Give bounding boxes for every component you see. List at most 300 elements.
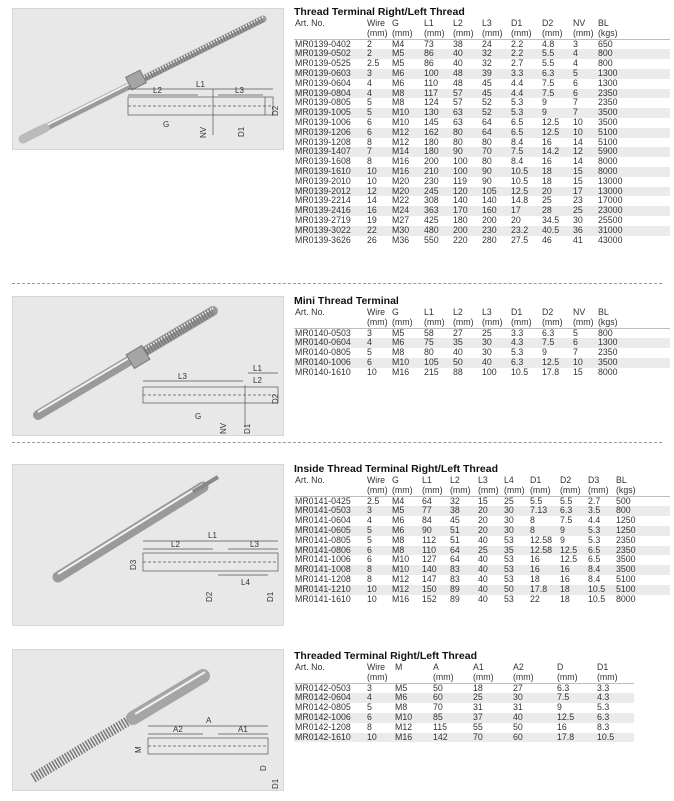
table-cell: 363 [423,206,452,216]
table-cell: 40 [481,358,510,368]
table-cell: 16 [530,555,540,565]
label-d1: D1 [271,778,280,789]
table-cell: MR0141-1210 [294,585,366,595]
table-cell: MR0142-1006 [294,713,366,723]
label-d: D [259,765,268,771]
section-title: Thread Terminal Right/Left Thread [294,6,465,18]
table-cell: 245 [423,187,452,197]
table-cell: 28 [541,206,572,216]
table-cell: 8 [367,137,372,147]
table-header-cell: L1 [422,476,432,485]
table-cell: 57 [452,89,481,99]
table-cell: 30 [503,526,529,536]
table-cell: 80 [482,137,492,147]
table-cell: 2350 [598,348,618,358]
table-cell: 80 [482,157,492,167]
table-row [294,733,634,743]
table-row [294,546,670,556]
table-row [294,236,670,246]
table-cell: 16 [560,574,570,584]
table-cell: 230 [481,226,510,236]
table-cell: 6 [572,338,597,348]
table-cell: M8 [395,703,408,713]
table-cell: 8 [529,526,559,536]
table-cell: 5100 [616,574,636,584]
table-cell: 8 [530,516,535,526]
table-cell: 9 [559,526,587,536]
table-units-cell: (mm) [366,318,391,328]
table-cell: MR0139-2010 [295,176,351,186]
table-cell: 23.2 [510,226,541,236]
table-cell: 2350 [597,89,670,99]
table-cell: 6.5 [511,117,524,127]
table-cell: M10 [391,358,423,368]
table-cell: 60 [432,693,472,703]
table-cell: 1300 [598,78,618,88]
table-cell: 60 [512,733,556,743]
table-cell: 5100 [597,128,670,138]
table-cell: 38 [453,39,463,49]
table-cell: 800 [597,49,670,59]
table-cell: 89 [449,585,477,595]
table-units-cell: (mm) [366,673,394,683]
table-row [294,118,670,128]
label-d3: D3 [129,559,138,570]
table-cell: M4 [392,39,405,49]
label-d1: D1 [266,591,275,602]
table-cell: 64 [449,546,477,556]
table-cell: 30 [512,693,556,703]
table-cell: 22 [366,226,391,236]
table-header-cell: L2 [453,19,463,28]
table-header-cell: A [433,663,439,672]
table-cell: 6.3 [559,506,587,516]
table-cell: 58 [424,328,434,338]
table-cell: 10.5 [588,594,606,604]
table-cell: 2350 [615,546,670,556]
table-cell: 3 [367,683,372,693]
table-cell: 31 [473,703,483,713]
label-g: G [163,120,170,129]
table-cell: 117 [423,89,452,99]
table-cell: 5.3 [588,535,601,545]
table-cell: 2350 [616,535,636,545]
table-cell: 53 [504,535,514,545]
section-title: Threaded Terminal Right/Left Thread [294,650,477,662]
table-cell: 9 [541,108,572,118]
table-cell: MR0139-3022 [294,226,366,236]
table-cell: 100 [452,167,481,177]
table-cell: 25 [504,496,514,506]
table-cell: 180 [424,137,439,147]
table-row [294,79,670,89]
table-row [294,167,670,177]
table-cell: M24 [391,206,423,216]
table-header-cell: Wire [367,308,386,317]
table-cell: 10 [573,117,583,127]
table-cell: 7.5 [541,89,572,99]
table-row [294,516,670,526]
table-row [294,206,670,216]
table-units [294,673,634,683]
table-cell: 3 [366,69,391,79]
table-cell: 8 [367,157,372,167]
table-cell: 89 [450,594,460,604]
table-cell: 3500 [616,555,636,565]
table-cell: 14 [367,196,377,206]
table-cell: 2.2 [511,39,524,49]
table-cell: 6 [366,128,391,138]
table-cell: 100 [423,69,452,79]
mini-thread-terminal-illustration [13,297,283,435]
table-cell: 10 [572,358,597,368]
table-cell: 2.2 [510,49,541,59]
table-cell: 6.3 [542,328,555,338]
label-l3: L3 [250,540,259,549]
table-units-cell: (kgs) [615,486,670,496]
table-cell: MR0139-0805 [295,98,351,108]
table-row [294,226,670,236]
table-units-cell [294,318,366,328]
table-header-cell: BL [598,19,609,28]
table-cell: 16 [559,565,587,575]
table-header-cell: L3 [478,476,488,485]
table-cell: M6 [391,526,421,536]
table-cell: 650 [598,39,613,49]
label-l2: L2 [171,540,180,549]
table-cell: 2.5 [367,59,380,69]
table-units-cell: (mm) [541,318,572,328]
table-cell: M20 [391,187,423,197]
table-header-cell: L2 [450,476,460,485]
label-l1: L1 [196,80,205,89]
table-cell: 2 [366,49,391,59]
table-cell: 31000 [597,226,670,236]
table-cell: M6 [391,338,423,348]
table-cell: 8.4 [511,157,524,167]
table-cell: 24 [482,39,492,49]
table-cell: 1300 [597,69,670,79]
table-cell: M36 [392,235,410,245]
table-cell: 120 [452,187,481,197]
table-cell: 280 [482,235,497,245]
table-cell: 425 [424,215,439,225]
table-cell: M6 [392,516,405,526]
table-cell: M30 [391,226,423,236]
table-cell: 7 [573,348,578,358]
table-cell: 100 [453,157,468,167]
table-cell: 10 [366,585,391,595]
table-cell: 51 [450,535,460,545]
table-row [294,723,634,733]
table-row [294,496,670,506]
table-cell: 4 [366,89,391,99]
label-l3: L3 [235,86,244,95]
table-cell: M6 [394,693,432,703]
table-cell: 30 [504,516,514,526]
table-cell: 3500 [597,108,670,118]
table-units-cell: (mm) [481,29,510,39]
table-header-cell: M [395,663,403,672]
table-header-cell: Wire [367,663,386,672]
table-cell: 20 [478,516,488,526]
table-cell: 10.5 [510,167,541,177]
table-units-cell: (mm) [421,486,449,496]
table-row [294,575,670,585]
table-cell: 12.58 [530,535,553,545]
table-cell: 308 [424,196,439,206]
table-header [294,663,634,673]
table-units-cell: (mm) [391,318,423,328]
table-cell: 30 [503,506,529,516]
table-cell: 50 [452,358,481,368]
table-header-cell: D3 [588,476,600,485]
table-cell: 5.5 [530,496,543,506]
table-cell: 83 [450,574,460,584]
table-cell: 55 [473,722,483,732]
table-cell: MR0141-0425 [295,496,351,506]
table-cell: 6 [573,78,578,88]
table-cell: 145 [424,117,439,127]
table-cell: 64 [450,555,460,565]
table-cell: 5 [366,526,391,536]
table-cell: 2.7 [511,59,524,69]
label-nv: NV [199,126,208,138]
label-l3: L3 [178,372,187,381]
table-cell: 6 [367,117,372,127]
table-units-cell: (mm) [449,486,477,496]
table-cell: 2 [367,39,372,49]
table-cell: 30 [482,348,492,358]
label-d2: D2 [271,393,280,404]
table-cell: 140 [421,565,449,575]
table-row [294,713,634,723]
table-units-cell: (mm) [391,486,421,496]
table-cell: 3500 [598,117,618,127]
table-cell: 140 [482,196,497,206]
table-cell: 45 [482,78,492,88]
table-units-cell: (mm) [512,673,556,683]
table-header-cell: BL [598,308,609,317]
table-cell: 6.3 [541,69,572,79]
table-row [294,89,670,99]
table-cell: M12 [392,574,410,584]
table-cell: 9 [557,703,562,713]
table-cell: 170 [452,206,481,216]
table-cell: 35 [503,546,529,556]
table-cell: 30 [481,338,510,348]
table-units-cell: (mm) [452,29,481,39]
table-header-cell: Wire [367,19,386,28]
table-cell: 17000 [598,196,623,206]
table-cell: 150 [421,585,449,595]
inside-thread-terminal-illustration [13,465,283,625]
label-a: A [206,716,212,725]
table-cell: 6 [366,358,391,368]
table-cell: 14.8 [511,196,529,206]
table-row [294,693,634,703]
table-cell: 53 [504,555,514,565]
table-cell: 40 [478,574,488,584]
table-cell: 5.5 [541,49,572,59]
table-cell: 8.4 [587,565,615,575]
table-cell: 25500 [598,215,623,225]
table-cell: 6 [572,89,597,99]
table-header-cell: NV [573,19,586,28]
table-header-cell: L1 [424,19,434,28]
table-header-cell: G [392,476,399,485]
table-units-cell: (mm) [572,318,597,328]
table-cell: M12 [391,585,421,595]
table-units-cell: (mm) [541,29,572,39]
table-cell: 110 [424,78,439,88]
table-units-cell: (mm) [432,673,472,683]
table-cell: M8 [391,546,421,556]
table-units [294,318,670,328]
table-cell: M8 [392,98,405,108]
table-cell: 800 [615,506,670,516]
table-cell: MR0139-1608 [295,157,351,167]
label-a1: A1 [238,725,248,734]
table-cell: M12 [391,128,423,138]
table-cell: MR0140-0604 [294,338,366,348]
table-cell: 5 [572,69,597,79]
table-cell: 88 [453,367,463,377]
table-cell: 40 [478,535,488,545]
table-cell: MR0139-0402 [295,39,351,49]
table-units-cell: (mm) [477,486,503,496]
table-cell: 7.5 [560,516,573,526]
table-header-cell: A2 [513,663,524,672]
table-cell: 10 [366,733,394,743]
table-cell: 16 [542,137,552,147]
section-divider [12,442,662,443]
table-cell: 5.3 [597,703,610,713]
table-cell: 18 [559,585,587,595]
section-title: Inside Thread Terminal Right/Left Thread [294,463,498,475]
table-cell: 800 [598,328,613,338]
table-cell: 3.5 [587,506,615,516]
section-divider [12,283,662,284]
spec-table-threaded-terminal [294,663,634,742]
table-cell: 40 [512,713,556,723]
table-cell: MR0141-0503 [294,506,366,516]
table-cell: 19 [367,215,377,225]
table-cell: MR0141-1208 [295,574,351,584]
table-cell: M16 [392,367,410,377]
thread-terminal-illustration [13,9,283,149]
table-cell: M16 [394,733,432,743]
table-cell: 32 [482,59,492,69]
table-cell: 12.5 [559,546,587,556]
table-cell: 50 [513,722,523,732]
table-cell: M10 [392,555,410,565]
table-cell: 40 [478,594,488,604]
table-cell: 10.5 [511,176,529,186]
table-units-cell: (mm) [472,673,512,683]
table-row [294,39,670,49]
label-d2: D2 [205,591,214,602]
table-cell: 15 [478,496,488,506]
table-cell: 17.8 [529,585,559,595]
section-title: Mini Thread Terminal [294,295,399,307]
table-cell: 180 [423,147,452,157]
table-cell: 15 [573,176,583,186]
table-cell: 5 [366,108,391,118]
table-cell: MR0142-0805 [295,703,351,713]
table-cell: 4 [366,693,394,703]
table-cell: 25 [472,693,512,703]
table-cell: MR0139-0804 [294,89,366,99]
table-cell: 15 [572,167,597,177]
table-cell: 119 [453,176,468,186]
table-units-cell: (mm) [596,673,634,683]
label-d1: D1 [243,423,252,434]
table-cell: MR0141-1008 [294,565,366,575]
table-cell: 7.5 [542,78,555,88]
table-cell: 142 [432,733,472,743]
table-cell: 80 [424,348,434,358]
table-units-cell: (mm) [452,318,481,328]
table-units-cell [394,673,432,683]
table-cell: 20 [511,215,521,225]
table-cell: M6 [391,69,423,79]
threaded-terminal-illustration [13,650,283,790]
table-cell: 18 [473,683,483,693]
table-cell: 14.2 [541,147,572,157]
table-cell: 32 [450,496,460,506]
table-cell: 6 [366,713,394,723]
label-l2: L2 [153,86,162,95]
table-cell: 86 [423,49,452,59]
table-header-cell: L3 [482,19,492,28]
table-cell: 5 [367,98,372,108]
table-cell: MR0142-1610 [294,733,366,743]
table-row [294,526,670,536]
table-cell: M16 [392,157,410,167]
table-cell: MR0139-0604 [295,78,351,88]
table-header-cell: L1 [424,308,434,317]
table-cell: 34.5 [542,215,560,225]
table-cell: 8.4 [588,574,601,584]
table-header-cell: Wire [367,476,386,485]
table-units-cell: (mm) [556,673,596,683]
table-cell: 2.7 [588,496,601,506]
table-units-cell: (mm) [366,486,391,496]
table-cell: 6.5 [510,128,541,138]
table-units-cell [294,486,366,496]
table-cell: 5 [367,348,372,358]
table-cell: 52 [481,108,510,118]
table-cell: 4 [573,59,578,69]
table-cell: 50 [433,683,443,693]
table-cell: 8.4 [511,137,524,147]
table-header-cell: D1 [530,476,542,485]
table-cell: MR0139-1610 [294,167,366,177]
spec-table-thread-terminal [294,19,670,245]
table-row [294,703,634,713]
table-cell: 6.3 [510,358,541,368]
table-cell: 53 [503,565,529,575]
table-cell: 90 [481,167,510,177]
table-header-cell: D [557,663,564,672]
table-cell: 8 [367,574,372,584]
table-cell: 75 [423,338,452,348]
table-cell: 40 [477,565,503,575]
table-cell: 13000 [598,176,623,186]
table-cell: 90 [482,176,492,186]
table-cell: 200 [452,226,481,236]
